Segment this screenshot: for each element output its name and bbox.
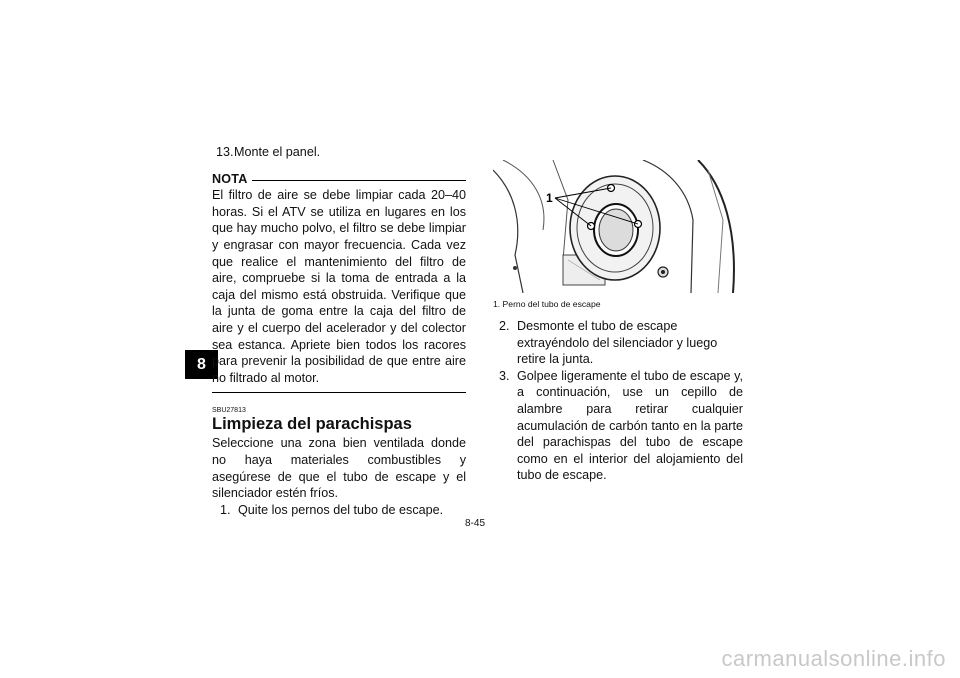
step-1-text: Quite los pernos del tubo de escape. (238, 502, 444, 517)
section-title: Limpieza del parachispas (212, 415, 412, 434)
nota-header (212, 171, 466, 188)
exhaust-pipe-photo (493, 160, 743, 293)
step-3 (499, 368, 743, 484)
step-13 (212, 144, 466, 161)
chapter-tab: 8 (185, 350, 218, 379)
section-intro: Seleccione una zona bien ventilada donde no haya materiales combustibles y asegúrese de que el tubo de escape y el silenciador estén fríos. (212, 436, 466, 501)
step-13-text: Monte el panel. (234, 145, 321, 159)
nota-text: El filtro de aire se debe limpiar cada 20–40 horas. Si el ATV se utiliza en lugares en los que hay mucho polvo, el filtro se debe limpiar y engrasar con mayor frecuencia. Cada vez que realice el mantenimiento del filtro de aire, compruebe si la toma de entrada a la caja del mismo está obstruida. Verifique que la junta de goma entre la caja del filtro de aire y el cuerpo del acelerador y del colector sea estanca. Apriete bien todos los racores para prevenir la posibilidad de que entre aire no filtrado al motor. (212, 188, 466, 385)
step-1 (212, 502, 466, 519)
nota-label: NOTA (212, 171, 248, 186)
step-1-number: 1. (220, 502, 231, 517)
figure-callout-1: 1 (546, 191, 553, 205)
step-3-text: Golpee ligeramente el tubo de escape y, a continuación, use un cepillo de alambre para retirar cualquier acumulación de carbón tanto en la parte del parachispas del tubo de escape como en el interior del alojamiento del tubo de escape. (517, 368, 743, 483)
watermark: carmanualsonline.info (721, 646, 946, 671)
nota-rule (252, 180, 466, 181)
step-2-number: 2. (499, 319, 510, 333)
left-column (212, 144, 466, 518)
step-13-number: 13. (216, 145, 234, 159)
section-code: SBU27813 (212, 407, 246, 415)
right-column (499, 318, 743, 484)
page-number: 8-45 (465, 518, 486, 529)
step-3-number: 3. (499, 368, 510, 383)
nota-end-rule (212, 392, 466, 393)
figure-caption: 1. Perno del tubo de escape (493, 299, 601, 309)
step-2 (499, 318, 743, 368)
step-2-text: Desmonte el tubo de escape extrayéndolo del silenciador y luego retire la junta. (517, 319, 718, 367)
